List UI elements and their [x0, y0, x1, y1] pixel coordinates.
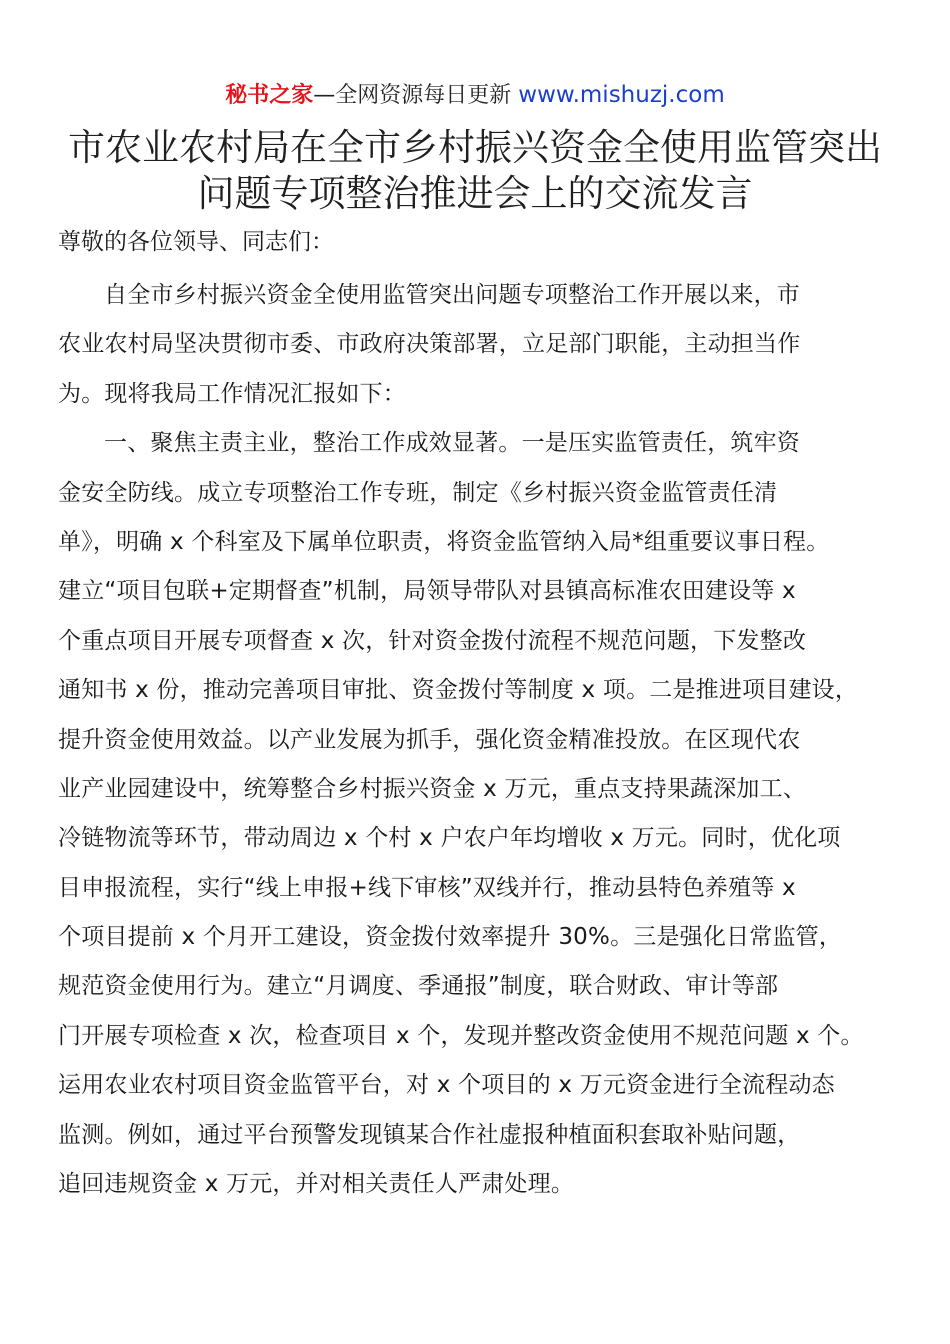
document-title-line-1: 市农业农村局在全市乡村振兴资金全使用监管突出: [68, 126, 882, 169]
body-line: 业产业园建设中，统筹整合乡村振兴资金 x 万元，重点支持果蔬深加工、: [58, 775, 807, 802]
body-text: [58, 277, 910, 1215]
body-line: 个项目提前 x 个月开工建设，资金拨付效率提升 30%。三是强化日常监管，: [58, 924, 843, 951]
document-title-line-2: 问题专项整治推进会上的交流发言: [197, 172, 753, 215]
body-line: 规范资金使用行为。建立“月调度、季通报”制度，联合财政、审计等部: [58, 973, 779, 1000]
body-line: 通知书 x 份，推动完善项目审批、资金拨付等制度 x 项。二是推进项目建设，: [58, 677, 859, 704]
body-line: 冷链物流等环节，带动周边 x 个村 x 户农户年均增收 x 万元。同时，优化项: [58, 825, 841, 852]
body-line: 提升资金使用效益。以产业发展为抓手，强化资金精准投放。在区现代农: [58, 726, 801, 753]
site-banner: [0, 80, 950, 111]
body-line: 金安全防线。成立专项整治工作专班，制定《乡村振兴资金监管责任清: [58, 479, 778, 506]
body-line: 门开展专项检查 x 次，检查项目 x 个，发现并整改资金使用不规范问题 x 个。: [58, 1022, 864, 1049]
banner-site-link[interactable]: www.mishuzj.com: [518, 82, 725, 108]
body-line: 一、聚焦主责主业，整治工作成效显著。一是压实监管责任，筑牢资: [104, 430, 800, 457]
salutation: 尊敬的各位领导、同志们：: [58, 229, 334, 255]
body-line: 监测。例如，通过平台预警发现镇某合作社虚报种植面积套取补贴问题，: [58, 1121, 801, 1148]
body-line: 自全市乡村振兴资金全使用监管突出问题专项整治工作开展以来，市: [104, 282, 800, 308]
body-line: 单》，明确 x 个科室及下属单位职责，将资金监管纳入局*组重要议事日程。: [58, 528, 830, 555]
body-line: 个重点项目开展专项督查 x 次，针对资金拨付流程不规范问题，下发整改: [58, 627, 807, 654]
body-line: 追回违规资金 x 万元，并对相关责任人严肃处理。: [58, 1171, 575, 1198]
banner-brand: 秘书之家: [225, 83, 314, 108]
body-line: 为。现将我局工作情况汇报如下：: [58, 380, 406, 407]
banner-tagline: —全网资源每日更新: [313, 83, 519, 108]
body-line: 运用农业农村项目资金监管平台，对 x 个项目的 x 万元资金进行全流程动态: [58, 1072, 835, 1099]
body-line: 目申报流程，实行“线上申报+线下审核”双线并行，推动县特色养殖等 x: [58, 874, 796, 901]
body-line: 农业农村局坚决贯彻市委、市政府决策部署，立足部门职能，主动担当作: [58, 331, 801, 358]
body-line: 建立“项目包联+定期督查”机制，局领导带队对县镇高标准农田建设等 x: [58, 578, 796, 605]
